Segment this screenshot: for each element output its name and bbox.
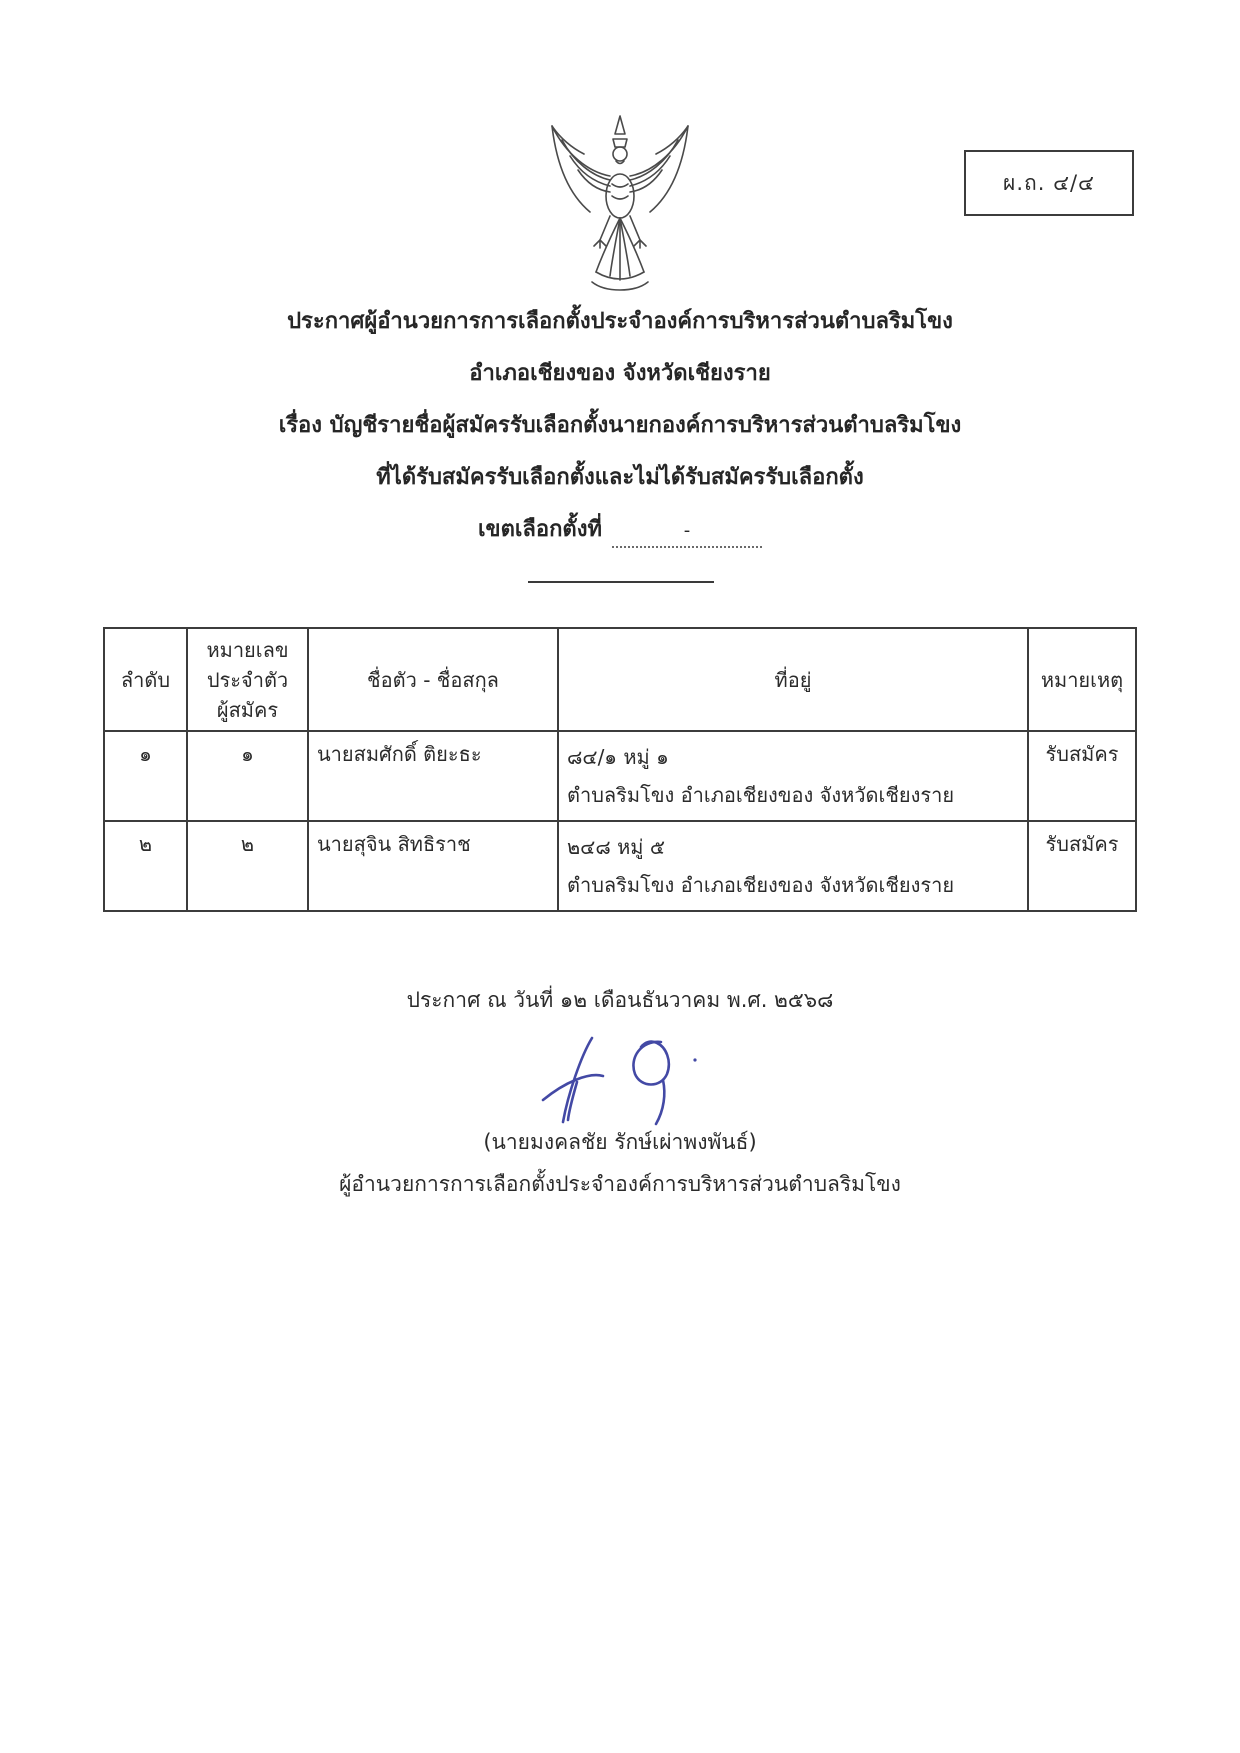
title-line-3: เรื่อง บัญชีรายชื่อผู้สมัครรับเลือกตั้งนายกองค์การบริหารส่วนตำบลริมโขง xyxy=(278,413,962,438)
candidates-table xyxy=(103,627,1137,912)
cell-candidate-number: ๒ xyxy=(187,821,308,911)
cell-address xyxy=(558,821,1028,911)
col-header-address: ที่อยู่ xyxy=(558,628,1028,731)
electoral-district-line xyxy=(0,504,1240,556)
table-row xyxy=(104,731,1136,821)
cell-address-line2: ตำบลริมโขง อำเภอเชียงของ จังหวัดเชียงราย xyxy=(567,873,955,897)
cell-candidate-number: ๑ xyxy=(187,731,308,821)
announcement-date-line: ประกาศ ณ วันที่ ๑๒ เดือนธันวาคม พ.ศ. ๒๕๖๘ xyxy=(406,988,834,1012)
table-row xyxy=(104,821,1136,911)
header-divider xyxy=(528,581,714,583)
signer-title: ผู้อำนวยการการเลือกตั้งประจำองค์การบริหารส่วนตำบลริมโขง xyxy=(339,1172,901,1196)
col-header-candidate-number xyxy=(187,628,308,731)
garuda-emblem-icon xyxy=(540,114,700,296)
cell-address-line1: ๘๔/๑ หมู่ ๑ xyxy=(567,745,669,769)
cell-address-line2: ตำบลริมโขง อำเภอเชียงของ จังหวัดเชียงราย xyxy=(567,783,955,807)
cell-address xyxy=(558,731,1028,821)
signature xyxy=(535,1030,710,1134)
cell-no: ๑ xyxy=(104,731,187,821)
col-header-remark: หมายเหตุ xyxy=(1028,628,1136,731)
col-header-no: ลำดับ xyxy=(104,628,187,731)
cell-no: ๒ xyxy=(104,821,187,911)
col-header-candidate-number-line2: ประจำตัว xyxy=(206,667,289,692)
title-block xyxy=(0,296,1240,556)
col-header-candidate-number-line3: ผู้สมัคร xyxy=(216,697,279,722)
electoral-district-blank: - xyxy=(612,516,762,548)
signer-name: (นายมงคลชัย รักษ์เผ่าพงพันธ์) xyxy=(483,1130,757,1154)
col-header-name: ชื่อตัว - ชื่อสกุล xyxy=(308,628,558,731)
cell-remark: รับสมัคร xyxy=(1028,731,1136,821)
cell-name: นายสุจิน สิทธิราช xyxy=(308,821,558,911)
table-header-row xyxy=(104,628,1136,731)
title-line-1: ประกาศผู้อำนวยการการเลือกตั้งประจำองค์การบริหารส่วนตำบลริมโขง xyxy=(287,309,953,334)
form-code-text: ผ.ถ. ๔/๔ xyxy=(1003,170,1095,195)
cell-address-line1: ๒๔๘ หมู่ ๕ xyxy=(567,835,665,859)
title-line-4: ที่ได้รับสมัครรับเลือกตั้งและไม่ได้รับสมัครรับเลือกตั้ง xyxy=(376,465,864,490)
electoral-district-label: เขตเลือกตั้งที่ xyxy=(478,517,602,542)
form-code-box xyxy=(964,150,1134,216)
col-header-candidate-number-line1: หมายเลข xyxy=(206,637,289,662)
title-line-2: อำเภอเชียงของ จังหวัดเชียงราย xyxy=(469,361,771,386)
cell-remark: รับสมัคร xyxy=(1028,821,1136,911)
cell-name: นายสมศักดิ์ ติยะธะ xyxy=(308,731,558,821)
